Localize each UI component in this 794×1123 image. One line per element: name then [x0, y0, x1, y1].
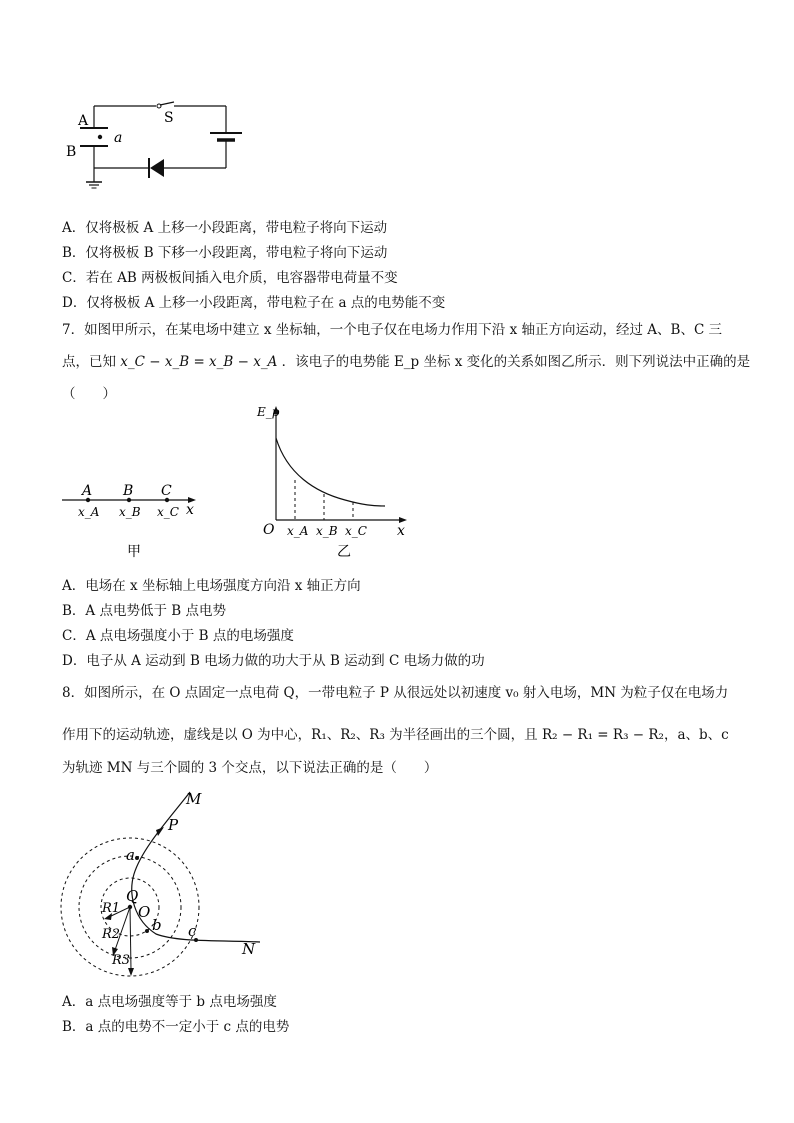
q7-stem-equation: x_C − x_B = x_B − x_A — [120, 354, 278, 370]
yi-tick-xb: x_B — [316, 524, 338, 538]
q6-option-d: D．仅将极板 A 上移一小段距离，带电粒子在 a 点的电势能不变 — [62, 295, 446, 311]
yi-caption: 乙 — [337, 544, 351, 560]
capacitor-circuit-figure — [60, 96, 250, 191]
q7-stem-line2-pre: 点，已知 — [62, 354, 121, 370]
trajectory-arrow — [156, 827, 164, 836]
label-o: O — [138, 903, 151, 921]
yi-tick-xa: x_A — [287, 524, 309, 538]
label-plate-a: A — [78, 113, 89, 129]
label-switch-s: S — [164, 110, 174, 126]
jia-tick-xa: x_A — [78, 505, 100, 519]
point-b — [145, 929, 149, 933]
jia-tick-xc: x_C — [157, 505, 179, 519]
q6-option-b: B．仅将极板 B 下移一小段距离，带电粒子将向下运动 — [62, 245, 388, 261]
q8-field-figure — [60, 786, 280, 981]
yi-axis-label: x — [397, 523, 405, 539]
yi-tick-xc: x_C — [345, 524, 367, 538]
q7-figure-yi — [255, 402, 415, 562]
yi-ep-curve — [276, 438, 385, 506]
label-p: P — [168, 816, 179, 834]
jia-label-c: C — [161, 483, 172, 499]
jia-label-b: B — [123, 483, 134, 499]
diode — [150, 159, 164, 177]
q7-stem-line2 — [62, 350, 750, 370]
q6-option-c: C．若在 AB 两极板间插入电介质，电容器带电荷量不变 — [62, 270, 398, 286]
label-r2: R2 — [102, 927, 121, 942]
label-plate-b: B — [66, 144, 77, 160]
yi-ylabel: E_p — [257, 405, 280, 419]
label-q: Q — [126, 887, 139, 905]
q7-option-b: B．A 点电势低于 B 点电势 — [62, 603, 226, 619]
q7-option-d: D．电子从 A 运动到 B 电场力做的功大于从 B 运动到 C 电场力做的功 — [62, 653, 485, 669]
point-a — [135, 856, 139, 860]
jia-tick-xb: x_B — [119, 505, 141, 519]
q7-stem-line1: 7．如图甲所示，在某电场中建立 x 坐标轴，一个电子仅在电场力作用下沿 x 轴正方向运动，经过 A、B、C 三 — [62, 322, 723, 338]
charge-q — [128, 905, 132, 909]
label-r1: R1 — [102, 901, 121, 916]
q8-stem-line1: 8．如图所示，在 O 点固定一点电荷 Q，一带电粒子 P 从很远处以初速度 v₀ 射入电场，MN 为粒子仅在电场力 — [62, 685, 729, 701]
label-c: c — [188, 922, 197, 940]
q8-option-b: B．a 点的电势不一定小于 c 点的电势 — [62, 1019, 290, 1035]
q8-stem-line3: 为轨迹 MN 与三个圆的 3 个交点，以下说法正确的是（ ） — [62, 760, 438, 776]
label-point-a: a — [114, 130, 123, 146]
q7-figure-jia — [60, 478, 220, 563]
jia-axis-label: x — [186, 502, 194, 518]
q8-option-a: A．a 点电场强度等于 b 点电场强度 — [62, 994, 277, 1010]
jia-caption: 甲 — [127, 544, 141, 560]
label-m: M — [186, 790, 202, 808]
particle-a — [98, 135, 102, 139]
label-r3: R3 — [112, 953, 131, 968]
q7-stem-line2-post: ．该电子的电势能 E_p 坐标 x 变化的关系如图乙所示．则下列说法中正确的是 — [281, 354, 751, 370]
label-a: a — [126, 846, 135, 864]
q7-option-a: A．电场在 x 坐标轴上电场强度方向沿 x 轴正方向 — [62, 578, 361, 594]
label-n: N — [242, 940, 256, 958]
label-b: b — [152, 916, 162, 934]
q6-option-a: A．仅将极板 A 上移一小段距离，带电粒子将向下运动 — [62, 220, 388, 236]
jia-label-a: A — [82, 483, 93, 499]
yi-origin: O — [263, 522, 275, 538]
q7-stem-line3: （ ） — [62, 386, 116, 402]
q8-stem-line2: 作用下的运动轨迹，虚线是以 O 为中心，R₁、R₂、R₃ 为半径画出的三个圆，且 R₂ − R₁ = R₃ − R₂，a、b、c — [62, 727, 729, 743]
q7-option-c: C．A 点电场强度小于 B 点的电场强度 — [62, 628, 294, 644]
